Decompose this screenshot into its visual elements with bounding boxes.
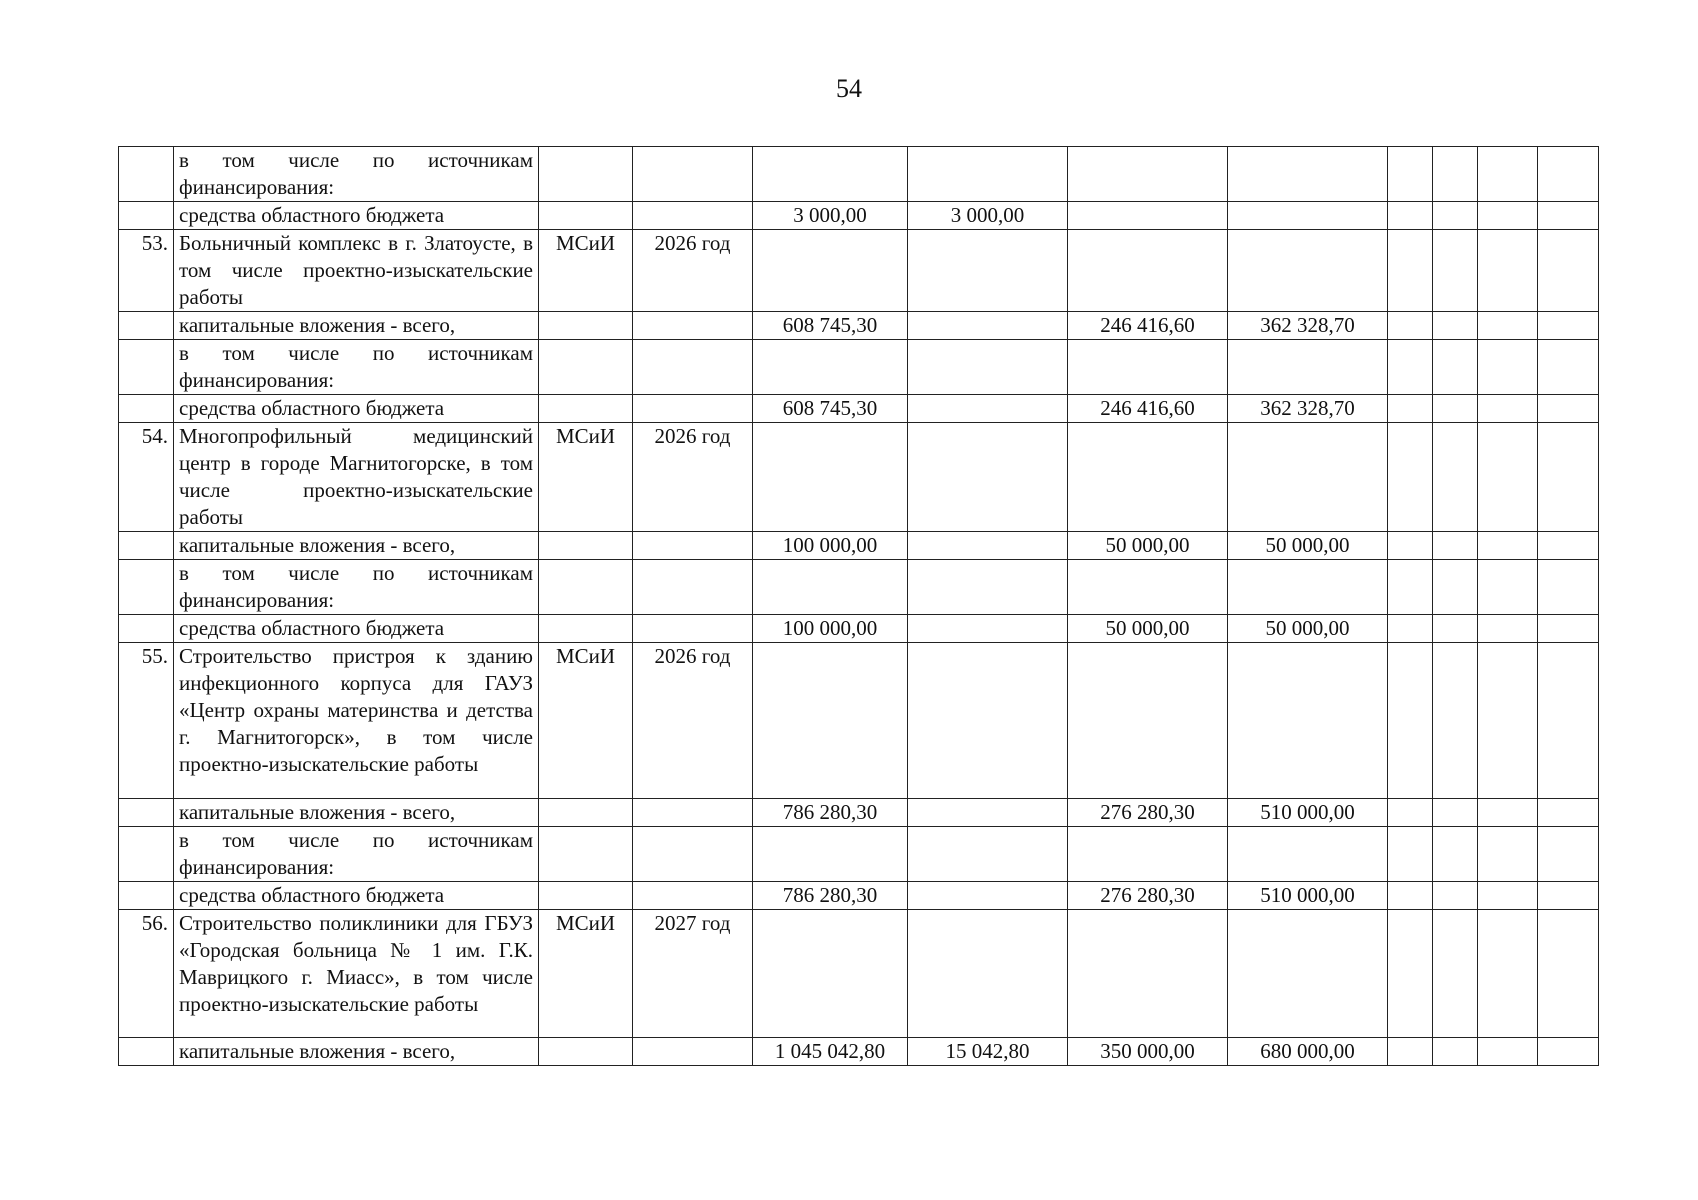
empty-cell [1433,643,1478,799]
empty-cell [1538,532,1599,560]
row-value-1 [908,643,1068,799]
row-total: 608 745,30 [753,312,908,340]
row-responsible [539,147,633,202]
empty-cell [1388,882,1433,910]
row-responsible [539,882,633,910]
empty-cell [1388,1038,1433,1066]
row-year [633,532,753,560]
empty-cell [1538,615,1599,643]
empty-cell [1433,827,1478,882]
row-description: в том числе по источникам финансирования: [174,560,539,615]
row-year: 2026 год [633,230,753,312]
budget-table [118,146,1599,1066]
table-row [119,615,1599,643]
row-value-1 [908,395,1068,423]
empty-cell [1538,340,1599,395]
row-value-3 [1228,560,1388,615]
row-description: средства областного бюджета [174,395,539,423]
empty-cell [1433,532,1478,560]
row-year [633,827,753,882]
row-number [119,147,174,202]
empty-cell [1388,395,1433,423]
empty-cell [1478,395,1538,423]
row-value-2 [1068,827,1228,882]
empty-cell [1538,202,1599,230]
row-value-2 [1068,910,1228,1038]
row-description: средства областного бюджета [174,882,539,910]
row-responsible [539,312,633,340]
row-responsible [539,799,633,827]
empty-cell [1478,1038,1538,1066]
empty-cell [1433,799,1478,827]
row-year [633,799,753,827]
empty-cell [1478,615,1538,643]
row-value-3 [1228,340,1388,395]
row-year [633,560,753,615]
row-value-2 [1068,423,1228,532]
table-row [119,147,1599,202]
empty-cell [1538,1038,1599,1066]
row-description: капитальные вложения - всего, [174,799,539,827]
table-row [119,532,1599,560]
empty-cell [1433,615,1478,643]
empty-cell [1478,799,1538,827]
row-value-1 [908,340,1068,395]
row-year [633,340,753,395]
row-description: капитальные вложения - всего, [174,1038,539,1066]
row-description: капитальные вложения - всего, [174,532,539,560]
row-value-2 [1068,340,1228,395]
empty-cell [1538,147,1599,202]
row-responsible [539,1038,633,1066]
row-value-3: 510 000,00 [1228,799,1388,827]
row-total [753,643,908,799]
row-total [753,910,908,1038]
row-responsible [539,532,633,560]
row-responsible: МСиИ [539,910,633,1038]
empty-cell [1478,423,1538,532]
row-total: 608 745,30 [753,395,908,423]
row-number: 53. [119,230,174,312]
table-row [119,395,1599,423]
table-row [119,340,1599,395]
row-description: в том числе по источникам финансирования: [174,827,539,882]
row-year [633,147,753,202]
row-total: 100 000,00 [753,532,908,560]
empty-cell [1433,882,1478,910]
row-value-3: 680 000,00 [1228,1038,1388,1066]
empty-cell [1433,340,1478,395]
row-value-3 [1228,147,1388,202]
row-responsible [539,615,633,643]
row-number [119,532,174,560]
row-total [753,423,908,532]
row-value-2 [1068,560,1228,615]
table-row [119,799,1599,827]
page-number: 54 [836,74,862,103]
empty-cell [1388,560,1433,615]
row-year: 2027 год [633,910,753,1038]
row-year: 2026 год [633,423,753,532]
row-description: средства областного бюджета [174,202,539,230]
empty-cell [1478,910,1538,1038]
empty-cell [1478,340,1538,395]
empty-cell [1538,312,1599,340]
empty-cell [1478,230,1538,312]
empty-cell [1478,147,1538,202]
empty-cell [1433,1038,1478,1066]
row-year [633,312,753,340]
empty-cell [1388,532,1433,560]
empty-cell [1388,827,1433,882]
row-year [633,1038,753,1066]
row-value-2: 50 000,00 [1068,615,1228,643]
empty-cell [1433,147,1478,202]
table-row [119,202,1599,230]
empty-cell [1538,395,1599,423]
empty-cell [1538,560,1599,615]
row-value-2 [1068,230,1228,312]
row-value-2 [1068,147,1228,202]
empty-cell [1538,643,1599,799]
empty-cell [1388,147,1433,202]
row-value-1 [908,532,1068,560]
empty-cell [1433,230,1478,312]
row-value-2 [1068,202,1228,230]
empty-cell [1478,202,1538,230]
empty-cell [1388,643,1433,799]
row-number [119,882,174,910]
row-year [633,202,753,230]
row-description: Строительство пристроя к зданию инфекционного корпуса для ГАУЗ «Центр охраны материнства и детства г. Магнитогорск», в том числе проектно-изыскательские работы [174,643,539,799]
table-row [119,910,1599,1038]
row-value-2 [1068,643,1228,799]
row-total: 100 000,00 [753,615,908,643]
empty-cell [1538,423,1599,532]
row-description: в том числе по источникам финансирования: [174,340,539,395]
row-total: 786 280,30 [753,882,908,910]
row-value-3: 362 328,70 [1228,395,1388,423]
empty-cell [1433,423,1478,532]
empty-cell [1538,827,1599,882]
row-number [119,312,174,340]
row-value-2: 246 416,60 [1068,395,1228,423]
empty-cell [1388,312,1433,340]
empty-cell [1388,340,1433,395]
row-description: в том числе по источникам финансирования: [174,147,539,202]
row-value-1 [908,560,1068,615]
row-value-2: 276 280,30 [1068,882,1228,910]
empty-cell [1388,799,1433,827]
row-number [119,1038,174,1066]
table-row [119,827,1599,882]
row-responsible [539,340,633,395]
row-responsible [539,560,633,615]
row-value-3 [1228,230,1388,312]
row-value-3: 510 000,00 [1228,882,1388,910]
empty-cell [1388,202,1433,230]
empty-cell [1433,312,1478,340]
empty-cell [1388,910,1433,1038]
row-value-3 [1228,643,1388,799]
row-description: Больничный комплекс в г. Златоусте, в том числе проектно-изыскательские работы [174,230,539,312]
row-value-1 [908,615,1068,643]
row-value-2: 50 000,00 [1068,532,1228,560]
row-value-1 [908,910,1068,1038]
table-row [119,882,1599,910]
row-number [119,395,174,423]
empty-cell [1538,882,1599,910]
row-total [753,147,908,202]
row-description: Многопрофильный медицинский центр в городе Магнитогорске, в том числе проектно-изыскательские работы [174,423,539,532]
table-row [119,230,1599,312]
row-responsible [539,202,633,230]
row-number: 54. [119,423,174,532]
row-responsible: МСиИ [539,230,633,312]
row-year: 2026 год [633,643,753,799]
row-year [633,882,753,910]
row-value-1: 15 042,80 [908,1038,1068,1066]
row-value-1 [908,799,1068,827]
empty-cell [1538,910,1599,1038]
row-responsible: МСиИ [539,643,633,799]
row-value-1 [908,312,1068,340]
row-value-2: 276 280,30 [1068,799,1228,827]
row-total: 786 280,30 [753,799,908,827]
row-total [753,560,908,615]
empty-cell [1478,643,1538,799]
row-value-3 [1228,910,1388,1038]
row-description: Строительство поликлиники для ГБУЗ «Городская больница № 1 им. Г.К. Маврицкого г. Миасс», в том числе проектно-изыскательские работы [174,910,539,1038]
row-value-3: 50 000,00 [1228,532,1388,560]
row-description: капитальные вложения - всего, [174,312,539,340]
table-row [119,312,1599,340]
row-number [119,615,174,643]
empty-cell [1538,230,1599,312]
empty-cell [1388,230,1433,312]
row-value-1 [908,147,1068,202]
empty-cell [1433,395,1478,423]
empty-cell [1433,202,1478,230]
row-responsible [539,395,633,423]
row-total [753,340,908,395]
empty-cell [1478,882,1538,910]
empty-cell [1388,423,1433,532]
table-row [119,560,1599,615]
row-value-3 [1228,827,1388,882]
table-row [119,1038,1599,1066]
row-total: 1 045 042,80 [753,1038,908,1066]
empty-cell [1478,312,1538,340]
row-total [753,230,908,312]
empty-cell [1433,910,1478,1038]
row-number [119,340,174,395]
row-value-1 [908,882,1068,910]
row-value-2: 350 000,00 [1068,1038,1228,1066]
row-total [753,827,908,882]
row-year [633,615,753,643]
row-value-1 [908,827,1068,882]
table-row [119,423,1599,532]
row-value-1 [908,230,1068,312]
row-total: 3 000,00 [753,202,908,230]
row-value-1: 3 000,00 [908,202,1068,230]
row-year [633,395,753,423]
row-number [119,827,174,882]
empty-cell [1538,799,1599,827]
row-number [119,799,174,827]
row-number: 56. [119,910,174,1038]
row-responsible: МСиИ [539,423,633,532]
empty-cell [1478,560,1538,615]
row-value-3 [1228,202,1388,230]
row-responsible [539,827,633,882]
row-value-3: 362 328,70 [1228,312,1388,340]
row-value-2: 246 416,60 [1068,312,1228,340]
row-value-3: 50 000,00 [1228,615,1388,643]
row-number: 55. [119,643,174,799]
empty-cell [1388,615,1433,643]
row-number [119,202,174,230]
empty-cell [1478,827,1538,882]
row-description: средства областного бюджета [174,615,539,643]
table-row [119,643,1599,799]
row-value-3 [1228,423,1388,532]
row-value-1 [908,423,1068,532]
row-number [119,560,174,615]
empty-cell [1478,532,1538,560]
empty-cell [1433,560,1478,615]
